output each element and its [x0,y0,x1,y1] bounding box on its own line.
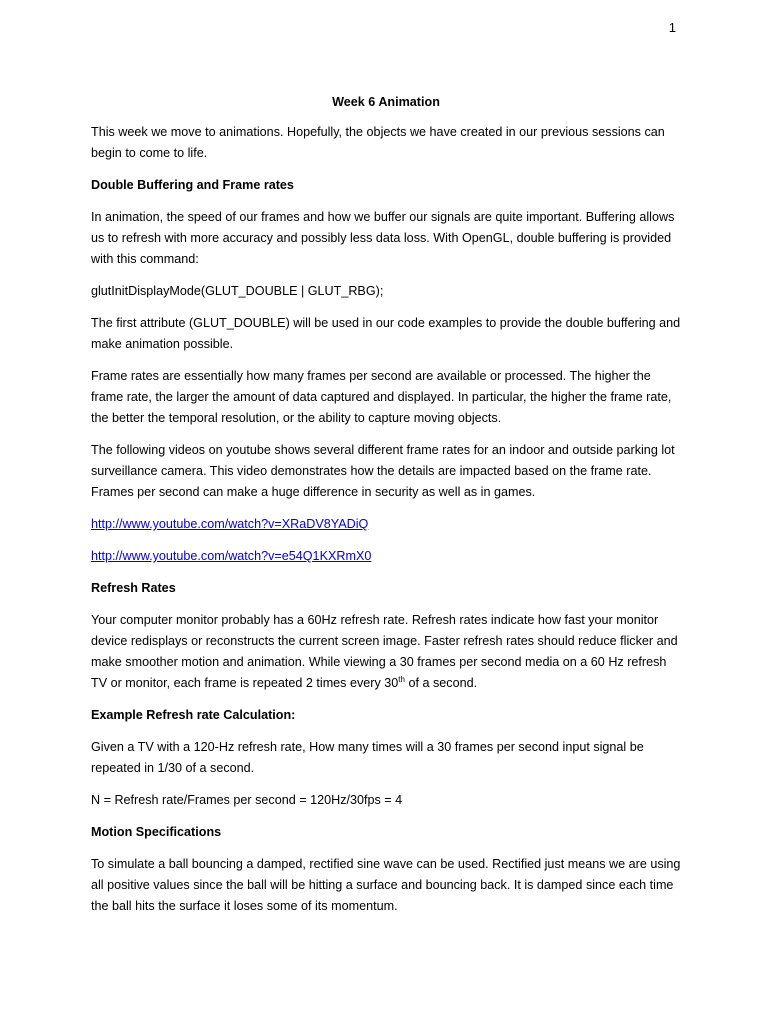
refresh-rates-text-end: of a second. [404,676,478,690]
refresh-rates-heading: Refresh Rates [91,581,176,595]
double-buffer-attribute-paragraph: The first attribute (GLUT_DOUBLE) will be used in our code examples to provide the double buffering and make animation possible. [91,316,681,351]
document-content [91,92,681,928]
refresh-rates-text-start: Your computer monitor probably has a 60Hz refresh rate. Refresh rates indicate how fast your monitor device redisplays or reconstructs the current screen image. Faster refresh rates should reduce flicker and make smoother motion and animation. While viewing a 30 frames per second media on a 60 Hz refresh TV or monitor, each frame is repeated 2 times every 30 [91,613,678,690]
double-buffering-paragraph: In animation, the speed of our frames and how we buffer our signals are quite important. Buffering allows us to refresh with more accuracy and possibly less data loss. With OpenGL, double buffering is provided with this command: [91,210,675,266]
document-title: Week 6 Animation [332,95,440,109]
example-calculation-question: Given a TV with a 120-Hz refresh rate, How many times will a 30 frames per second input signal be repeated in 1/30 of a second. [91,740,644,775]
refresh-rate-formula: N = Refresh rate/Frames per second = 120Hz/30fps = 4 [91,793,403,807]
youtube-link-2-container [91,546,681,567]
refresh-rates-paragraph [91,610,681,694]
double-buffering-heading: Double Buffering and Frame rates [91,178,294,192]
opengl-command-code: glutInitDisplayMode(GLUT_DOUBLE | GLUT_RBG); [91,284,384,298]
motion-specifications-paragraph: To simulate a ball bouncing a damped, rectified sine wave can be used. Rectified just means we are using all positive values since the ball will be hitting a surface and bouncing back. It is damped since each time the ball hits the surface it loses some of its momentum. [91,857,681,913]
intro-paragraph: This week we move to animations. Hopefully, the objects we have created in our previous sessions can begin to come to life. [91,125,665,160]
thirtieth-superscript: th [398,674,405,684]
youtube-link-1-container [91,514,681,535]
frame-rate-paragraph: Frame rates are essentially how many frames per second are available or processed. The higher the frame rate, the larger the amount of data captured and displayed. In particular, the higher the frame rate, the better the temporal resolution, or the ability to capture moving objects. [91,369,672,425]
youtube-link-2[interactable]: http://www.youtube.com/watch?v=e54Q1KXRmX0 [91,549,372,563]
example-calculation-heading: Example Refresh rate Calculation: [91,708,296,722]
page-number: 1 [668,20,676,35]
youtube-link-1[interactable]: http://www.youtube.com/watch?v=XRaDV8YADiQ [91,517,369,531]
motion-specifications-heading: Motion Specifications [91,825,222,839]
youtube-videos-paragraph: The following videos on youtube shows several different frame rates for an indoor and outside parking lot surveillance camera. This video demonstrates how the details are impacted based on the frame rate. Frames per second can make a huge difference in security as well as in games. [91,443,675,499]
